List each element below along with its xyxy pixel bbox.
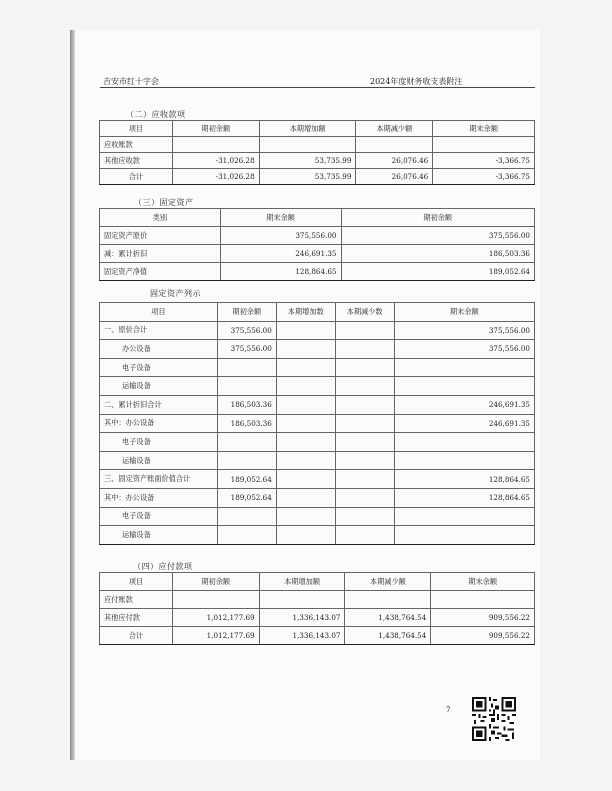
table-row: [100, 321, 535, 340]
cell-value: [394, 377, 534, 396]
cell-value: [276, 433, 335, 452]
table-row: [100, 245, 535, 263]
table-row: [100, 358, 535, 377]
cell-value: 1,012,177.69: [172, 609, 259, 627]
cell-value: [394, 358, 534, 377]
cell-value: [335, 507, 394, 526]
column-header: 项目: [100, 303, 218, 322]
row-label: 运输设备: [100, 451, 218, 470]
cell-value: 186,503.36: [217, 414, 276, 433]
cell-value: 186,503.36: [217, 395, 276, 414]
table-row: [100, 137, 535, 153]
table-header-row: [100, 303, 535, 322]
cell-value: [276, 340, 335, 359]
cell-value: [335, 395, 394, 414]
cell-value: [335, 414, 394, 433]
receivables-table: [99, 120, 535, 185]
cell-value: [172, 137, 259, 153]
cell-value: 26,076.46: [356, 153, 433, 169]
cell-value: 375,556.00: [217, 321, 276, 340]
fixed-assets-detail-table: [99, 302, 535, 545]
cell-value: [276, 470, 335, 489]
cell-value: [259, 137, 356, 153]
fixed-assets-table: [99, 208, 535, 281]
cell-value: 246,691.35: [394, 414, 534, 433]
header-rule: [100, 87, 535, 88]
row-label: 固定资产原价: [100, 227, 221, 245]
row-label: 其他应付款: [100, 609, 173, 627]
column-header: 期末余额: [394, 303, 534, 322]
page-number: 7: [446, 706, 451, 714]
cell-value: 128,864.65: [394, 470, 534, 489]
cell-value: [217, 526, 276, 545]
row-label: 二、累计折旧合计: [100, 395, 218, 414]
table-row: [100, 263, 535, 281]
table-row: [100, 451, 535, 470]
cell-value: -3,366.75: [433, 153, 535, 169]
column-header: 期末余额: [431, 573, 535, 591]
row-label: 电子设备: [100, 358, 218, 377]
column-header: 项目: [100, 573, 173, 591]
cell-value: [276, 507, 335, 526]
row-label: 应收账款: [100, 137, 173, 153]
cell-value: [431, 591, 535, 609]
cell-value: [217, 377, 276, 396]
cell-value: [394, 526, 534, 545]
table-row: [100, 340, 535, 359]
table-header-row: [100, 573, 535, 591]
table-row: [100, 627, 535, 645]
column-header: 本期增加数: [276, 303, 335, 322]
cell-value: 189,052.64: [341, 263, 535, 281]
cell-value: [394, 451, 534, 470]
cell-value: [335, 488, 394, 507]
cell-value: [335, 377, 394, 396]
cell-value: 246,691.35: [394, 395, 534, 414]
cell-value: [356, 137, 433, 153]
cell-value: [335, 433, 394, 452]
cell-value: 375,556.00: [394, 340, 534, 359]
table-row: [100, 470, 535, 489]
table-row: [100, 153, 535, 169]
cell-value: 189,052.64: [217, 470, 276, 489]
row-label: 运输设备: [100, 526, 218, 545]
cell-value: 909,556.22: [431, 627, 535, 645]
column-header: 本期减少额: [356, 121, 433, 137]
cell-value: -31,026.28: [172, 153, 259, 169]
column-header: 期初余额: [172, 573, 259, 591]
cell-value: [345, 591, 431, 609]
cell-value: 189,052.64: [217, 488, 276, 507]
payables-table: [99, 572, 535, 645]
cell-value: [335, 340, 394, 359]
row-label: 固定资产净值: [100, 263, 221, 281]
cell-value: 375,556.00: [220, 227, 341, 245]
cell-value: 128,864.65: [220, 263, 341, 281]
cell-value: 375,556.00: [341, 227, 535, 245]
row-label: 合计: [100, 627, 173, 645]
cell-value: [276, 321, 335, 340]
table-row: [100, 507, 535, 526]
table-header-row: [100, 121, 535, 137]
cell-value: [276, 451, 335, 470]
table-row: [100, 169, 535, 185]
row-label: 运输设备: [100, 377, 218, 396]
cell-value: [276, 526, 335, 545]
cell-value: [276, 395, 335, 414]
cell-value: 26,076.46: [356, 169, 433, 185]
cell-value: [335, 526, 394, 545]
column-header: 本期减少数: [335, 303, 394, 322]
cell-value: 1,012,177.69: [172, 627, 259, 645]
cell-value: [433, 137, 535, 153]
cell-value: [394, 433, 534, 452]
section-fixed-assets-detail-title: 固定资产列示: [150, 289, 201, 298]
column-header: 类别: [100, 209, 221, 227]
cell-value: [217, 507, 276, 526]
table-row: [100, 488, 535, 507]
table-row: [100, 591, 535, 609]
cell-value: -31,026.28: [172, 169, 259, 185]
row-label: 其中：办公设备: [100, 414, 218, 433]
column-header: 期初余额: [172, 121, 259, 137]
row-label: 合计: [100, 169, 173, 185]
header-org: 吉安市红十字会: [103, 77, 159, 86]
cell-value: [335, 470, 394, 489]
cell-value: [276, 414, 335, 433]
cell-value: 53,735.99: [259, 153, 356, 169]
column-header: 本期减少额: [345, 573, 431, 591]
cell-value: [394, 507, 534, 526]
cell-value: [259, 591, 345, 609]
cell-value: 1,438,764.54: [345, 609, 431, 627]
cell-value: [276, 358, 335, 377]
section-payables-title: （四）应付款项: [133, 562, 193, 571]
column-header: 期末余额: [433, 121, 535, 137]
table-row: [100, 395, 535, 414]
row-label: 减：累计折旧: [100, 245, 221, 263]
table-row: [100, 377, 535, 396]
section-receivables-title: （二）应收款项: [126, 110, 186, 119]
cell-value: 1,336,143.07: [259, 609, 345, 627]
row-label: 电子设备: [100, 507, 218, 526]
cell-value: [276, 488, 335, 507]
row-label: 电子设备: [100, 433, 218, 452]
cell-value: 1,336,143.07: [259, 627, 345, 645]
header-title: 2024年度财务收支表附注: [370, 77, 463, 86]
cell-value: 375,556.00: [394, 321, 534, 340]
column-header: 期初余额: [341, 209, 535, 227]
column-header: 期初余额: [217, 303, 276, 322]
cell-value: [217, 358, 276, 377]
cell-value: 246,691.35: [220, 245, 341, 263]
table-row: [100, 609, 535, 627]
cell-value: [276, 377, 335, 396]
cell-value: 128,864.65: [394, 488, 534, 507]
table-header-row: [100, 209, 535, 227]
cell-value: [172, 591, 259, 609]
cell-value: 375,556.00: [217, 340, 276, 359]
column-header: 本期增加额: [259, 121, 356, 137]
section-fixed-assets-title: （三）固定资产: [134, 198, 194, 207]
table-row: [100, 227, 535, 245]
cell-value: 186,503.36: [341, 245, 535, 263]
cell-value: 909,556.22: [431, 609, 535, 627]
cell-value: [217, 433, 276, 452]
cell-value: 1,438,764.54: [345, 627, 431, 645]
row-label: 办公设备: [100, 340, 218, 359]
table-row: [100, 433, 535, 452]
row-label: 三、固定资产账面价值合计: [100, 470, 218, 489]
row-label: 应付账款: [100, 591, 173, 609]
cell-value: [335, 451, 394, 470]
qr-code-icon: [472, 697, 516, 741]
cell-value: 53,735.99: [259, 169, 356, 185]
row-label: 其他应收款: [100, 153, 173, 169]
cell-value: [335, 358, 394, 377]
table-row: [100, 414, 535, 433]
column-header: 项目: [100, 121, 173, 137]
column-header: 期末余额: [220, 209, 341, 227]
row-label: 其中：办公设备: [100, 488, 218, 507]
table-row: [100, 526, 535, 545]
cell-value: [217, 451, 276, 470]
cell-value: -3,366.75: [433, 169, 535, 185]
row-label: 一、原价合计: [100, 321, 218, 340]
cell-value: [335, 321, 394, 340]
column-header: 本期增加额: [259, 573, 345, 591]
